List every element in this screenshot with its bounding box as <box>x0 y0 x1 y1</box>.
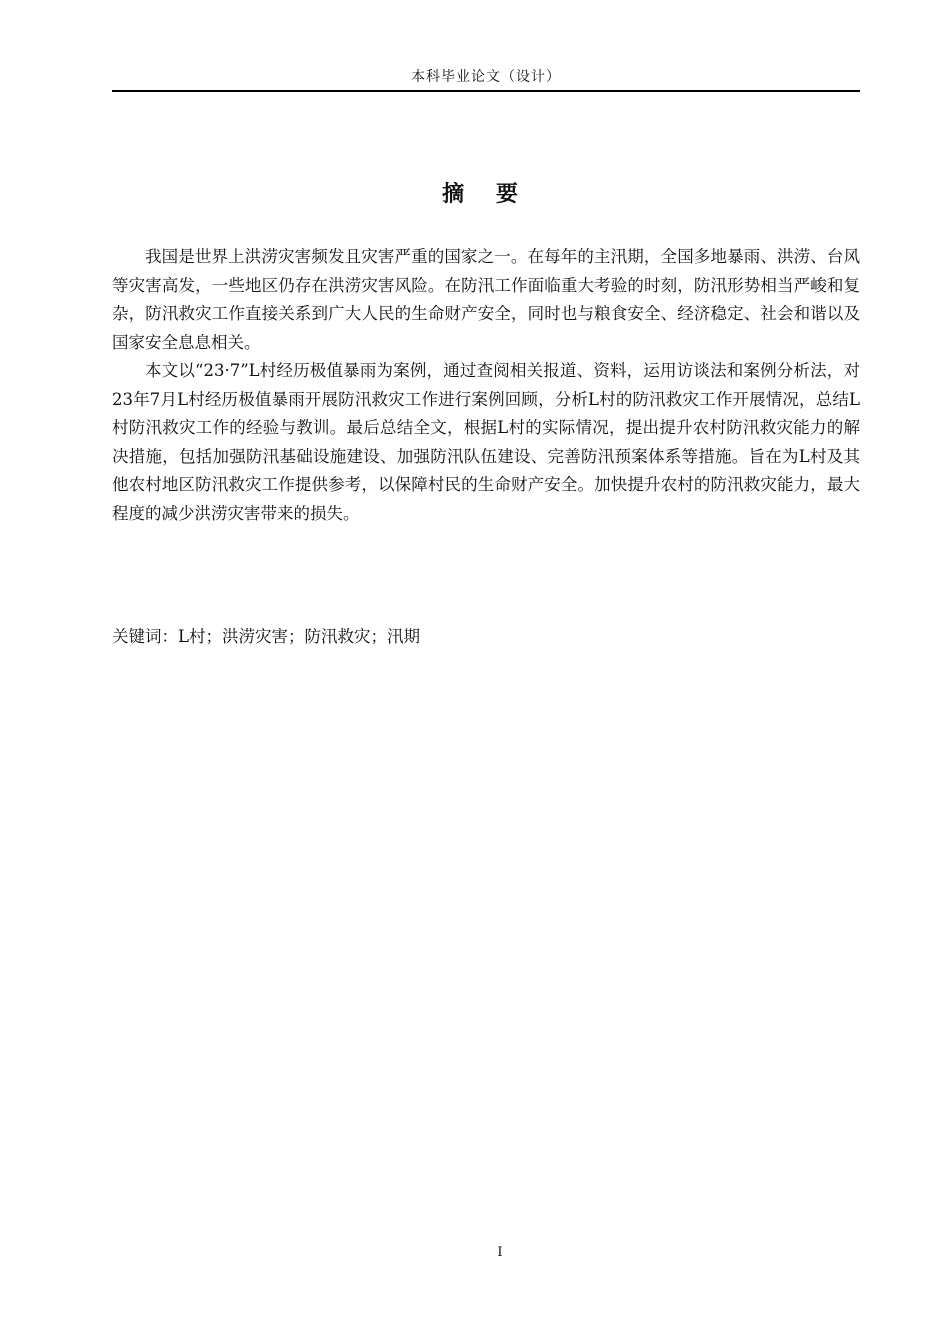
abstract-paragraph-2: 本文以“23·7”L村经历极值暴雨为案例，通过查阅相关报道、资料，运用访谈法和案例分析法，对23年7月L村经历极值暴雨开展防汛救灾工作进行案例回顾，分析L村的防汛救灾工作开展情况，总结L村防汛救灾工作的经验与教训。最后总结全文，根据L村的实际情况，提出提升农村防汛救灾能力的解决措施，包括加强防汛基础设施建设、加强防汛队伍建设、完善防汛预案体系等措施。旨在为L村及其他农村地区防汛救灾工作提供参考，以保障村民的生命财产安全。加快提升农村的防汛救灾能力，最大程度的减少洪涝灾害带来的损失。 <box>112 361 860 523</box>
keywords-line: 关键词：L村；洪涝灾害；防汛救灾；汛期 <box>112 627 420 646</box>
page-header <box>112 66 860 92</box>
abstract-paragraph-1: 我国是世界上洪涝灾害频发且灾害严重的国家之一。在每年的主汛期，全国多地暴雨、洪涝、台风等灾害高发，一些地区仍存在洪涝灾害风险。在防汛工作面临重大考验的时刻，防汛形势相当严峻和复杂，防汛救灾工作直接关系到广大人民的生命财产安全，同时也与粮食安全、经济稳定、社会和谐以及国家安全息息相关。 <box>112 247 860 352</box>
page-number: I <box>497 1245 503 1260</box>
abstract-title: 摘 要 <box>442 182 530 207</box>
abstract-body <box>112 243 860 528</box>
header-title: 本科毕业论文（设计） <box>411 69 561 85</box>
